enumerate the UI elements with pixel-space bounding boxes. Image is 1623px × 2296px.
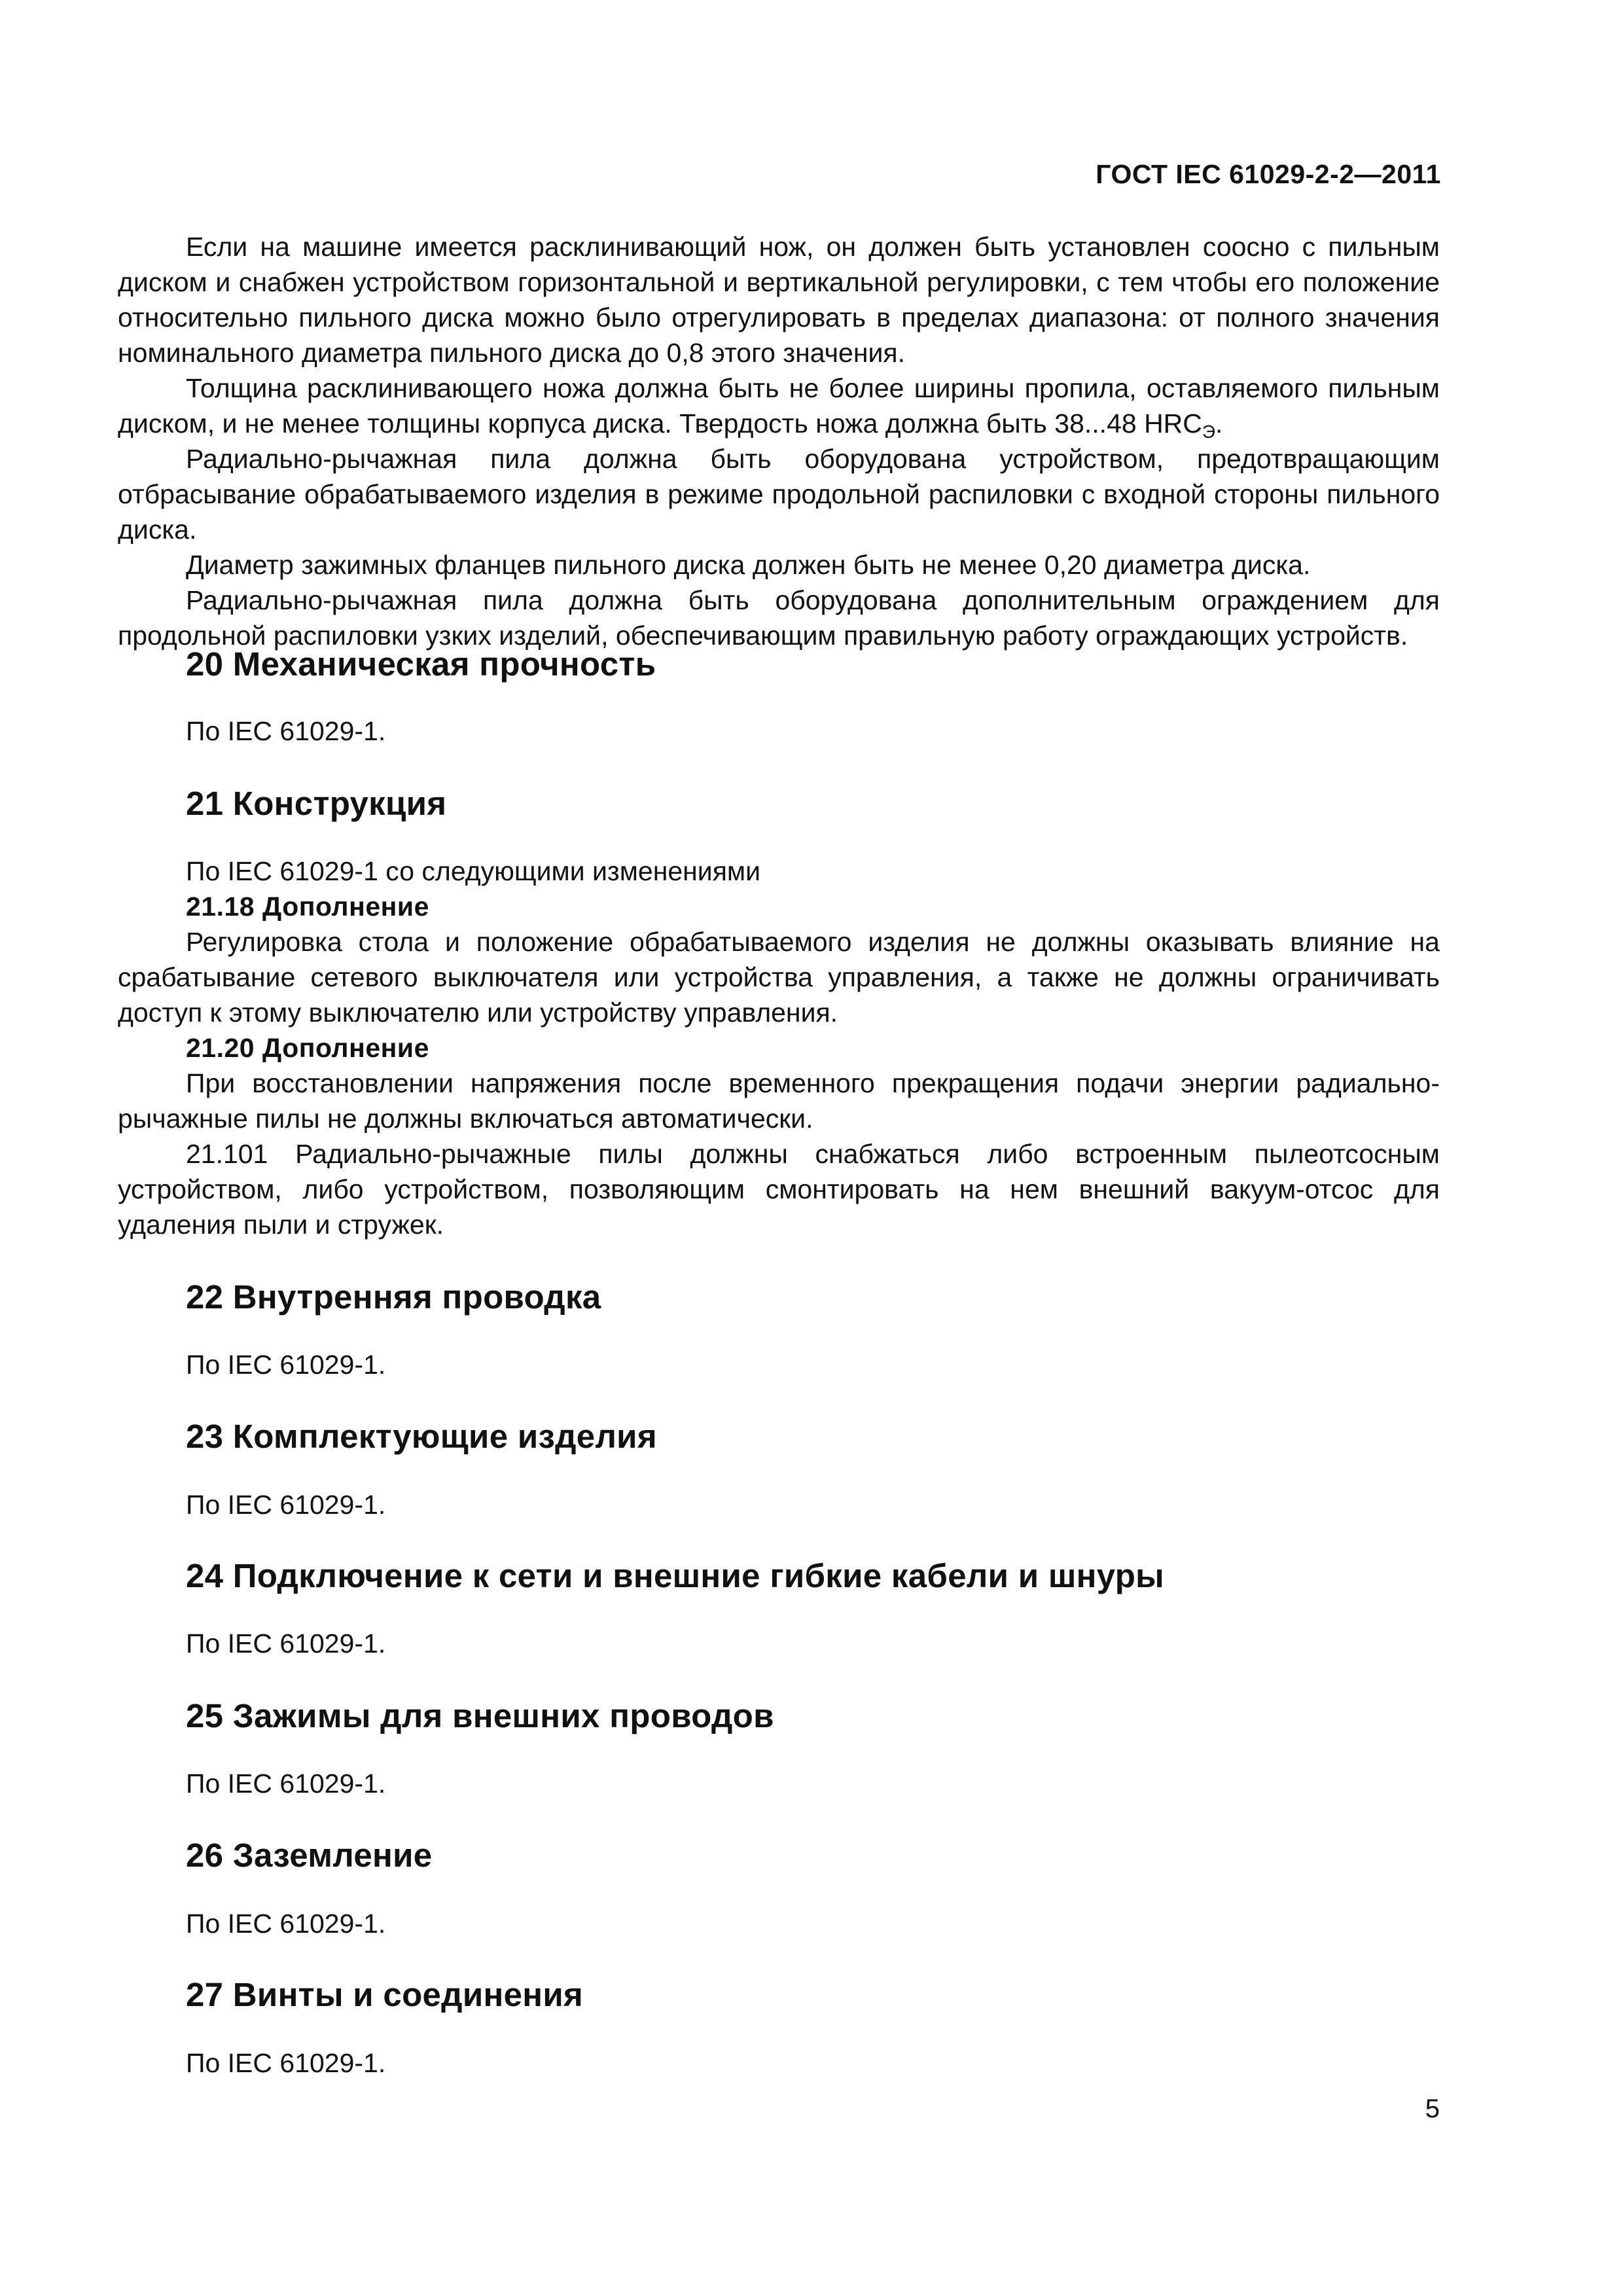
section-25-text: По IEC 61029-1.: [186, 1768, 386, 1799]
section-24-title: 24 Подключение к сети и внешние гибкие кабели и шнуры: [186, 1557, 1165, 1594]
section-26-text: По IEC 61029-1.: [186, 1909, 386, 1939]
section-23-title: 23 Комплектующие изделия: [186, 1418, 657, 1455]
subsection-21-20-title: 21.20 Дополнение: [186, 1033, 429, 1063]
paragraph-flange-diameter: Диаметр зажимных фланцев пильного диска должен быть не менее 0,20 диаметра диска.: [186, 550, 1311, 580]
page-number: 5: [1425, 2094, 1440, 2123]
section-23-body: [118, 1487, 1440, 1522]
section-21-title: 21 Конструкция: [186, 785, 447, 822]
hardness-suffix: .: [1215, 408, 1223, 439]
knife-thickness-text: Толщина расклинивающего ножа должна быть не более ширины пропила, оставляемого пильным диском, и не менее толщины корпуса диска. Твердость ножа должна быть 38...48 HRC: [118, 373, 1440, 439]
section-25-body: [118, 1766, 1440, 1801]
section-22-title: 22 Внутренняя проводка: [186, 1278, 601, 1316]
intro-text: [118, 229, 1440, 653]
subsection-21-101-text: 21.101 Радиально-рычажные пилы должны снабжаться либо встроенным пылеотсосным устройством, либо устройством, позволяющим смонтировать на нем внешний вакуум-отсос для удаления пыли и стружек.: [118, 1139, 1440, 1240]
paragraph-anti-kickback: Радиально-рычажная пила должна быть оборудована устройством, предотвращающим отбрасывание обрабатываемого изделия в режиме продольной распиловки с входной стороны пильного диска.: [118, 444, 1440, 545]
section-20-text: По IEC 61029-1.: [186, 716, 386, 746]
section-22-text: По IEC 61029-1.: [186, 1350, 386, 1380]
subsection-21-18-text: Регулировка стола и положение обрабатываемого изделия не должны оказывать влияние на срабатывание сетевого выключателя или устройства управления, а также не должны ограничивать доступ к этому выключателю или устройству управления.: [118, 927, 1440, 1028]
section-20-body: [118, 713, 1440, 749]
section-27-body: [118, 2045, 1440, 2081]
section-27-text: По IEC 61029-1.: [186, 2048, 386, 2078]
subsection-21-20-text: При восстановлении напряжения после временного прекращения подачи энергии радиально-рычажные пилы не должны включаться автоматически.: [118, 1068, 1440, 1134]
section-25-title: 25 Зажимы для внешних проводов: [186, 1697, 774, 1734]
section-24-text: По IEC 61029-1.: [186, 1628, 386, 1659]
document-code: ГОСТ IEC 61029-2-2—2011: [1096, 159, 1441, 189]
hardness-subscript: Э: [1202, 422, 1216, 442]
section-21-body: [118, 853, 1440, 1242]
section-21-text: По IEC 61029-1 со следующими изменениями: [186, 856, 760, 886]
section-23-text: По IEC 61029-1.: [186, 1490, 386, 1520]
section-26-body: [118, 1906, 1440, 1941]
paragraph-additional-guard: Радиально-рычажная пила должна быть оборудована дополнительным ограждением для продольной распиловки узких изделий, обеспечивающим правильную работу ограждающих устройств.: [118, 585, 1440, 651]
paragraph-riving-knife: Если на машине имеется расклинивающий нож, он должен быть установлен соосно с пильным диском и снабжен устройством горизонтальной и вертикальной регулировки, с тем чтобы его положение относительно пильного диска можно было отрегулировать в пределах диапазона: от полного значения номинального диаметра пильного диска до 0,8 этого значения.: [118, 232, 1440, 368]
paragraph-knife-thickness: [118, 370, 1440, 441]
section-24-body: [118, 1626, 1440, 1661]
section-26-title: 26 Заземление: [186, 1837, 433, 1874]
section-20-title: 20 Механическая прочность: [186, 645, 656, 683]
subsection-21-18-title: 21.18 Дополнение: [186, 891, 429, 922]
section-27-title: 27 Винты и соединения: [186, 1976, 584, 2013]
section-22-body: [118, 1347, 1440, 1382]
